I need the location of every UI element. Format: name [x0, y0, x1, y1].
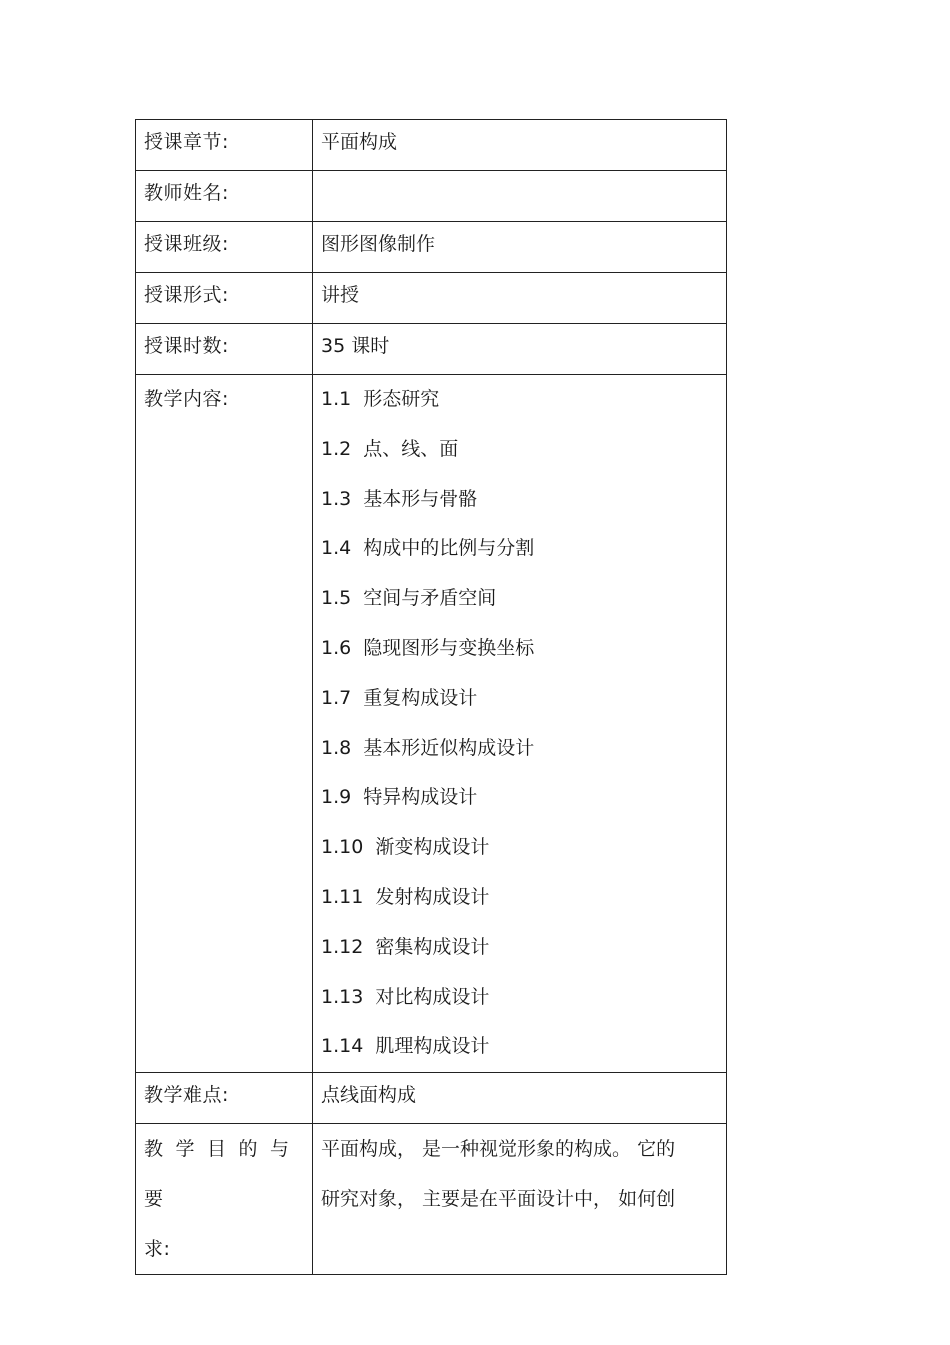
value-hours: 35 课时: [313, 324, 727, 375]
list-item: 1.12 密集构成设计: [321, 935, 490, 958]
list-item: 1.2 点、线、面: [321, 437, 459, 460]
objectives-text-line2: 研究对象， 主要是在平面设计中， 如何创: [321, 1188, 676, 1211]
label-format: 授课形式:: [136, 273, 313, 324]
row-class: [136, 222, 727, 273]
list-item: 1.5 空间与矛盾空间: [321, 587, 497, 610]
list-item: 1.4 构成中的比例与分割: [321, 537, 535, 560]
label-content: 教学内容:: [136, 375, 313, 1073]
list-item: 1.10 渐变构成设计: [321, 836, 490, 859]
label-class: 授课班级:: [136, 222, 313, 273]
label-hours: 授课时数:: [136, 324, 313, 375]
row-content: [136, 375, 727, 1073]
row-difficulty: [136, 1073, 727, 1124]
row-chapter: [136, 120, 727, 171]
value-objectives: [313, 1124, 727, 1275]
label-difficulty: 教学难点:: [136, 1073, 313, 1124]
list-item: 1.14 肌理构成设计: [321, 1035, 490, 1058]
objectives-text-line1: 平面构成， 是一种视觉形象的构成。 它的: [321, 1138, 676, 1161]
row-teacher: [136, 171, 727, 222]
value-difficulty: 点线面构成: [313, 1073, 727, 1124]
content-list: [313, 375, 727, 1073]
list-item: 1.11 发射构成设计: [321, 885, 490, 908]
lesson-plan-table: [135, 119, 727, 1275]
row-hours: [136, 324, 727, 375]
value-chapter: 平面构成: [313, 120, 727, 171]
list-item: 1.1 形态研究: [321, 388, 440, 410]
row-objectives: [136, 1124, 727, 1275]
label-objectives-line1: 教学目的与要: [144, 1138, 302, 1211]
value-teacher: [313, 171, 727, 222]
list-item: 1.8 基本形近似构成设计: [321, 736, 535, 759]
label-teacher: 教师姓名:: [136, 171, 313, 222]
label-objectives-line2: 求:: [144, 1238, 171, 1261]
value-class: 图形图像制作: [313, 222, 727, 273]
list-item: 1.3 基本形与骨骼: [321, 487, 478, 510]
label-objectives: [136, 1124, 313, 1275]
list-item: 1.6 隐现图形与变换坐标: [321, 636, 535, 659]
value-format: 讲授: [313, 273, 727, 324]
list-item: 1.7 重复构成设计: [321, 686, 478, 709]
list-item: 1.9 特异构成设计: [321, 786, 478, 809]
list-item: 1.13 对比构成设计: [321, 985, 490, 1008]
label-chapter: 授课章节:: [136, 120, 313, 171]
row-format: [136, 273, 727, 324]
